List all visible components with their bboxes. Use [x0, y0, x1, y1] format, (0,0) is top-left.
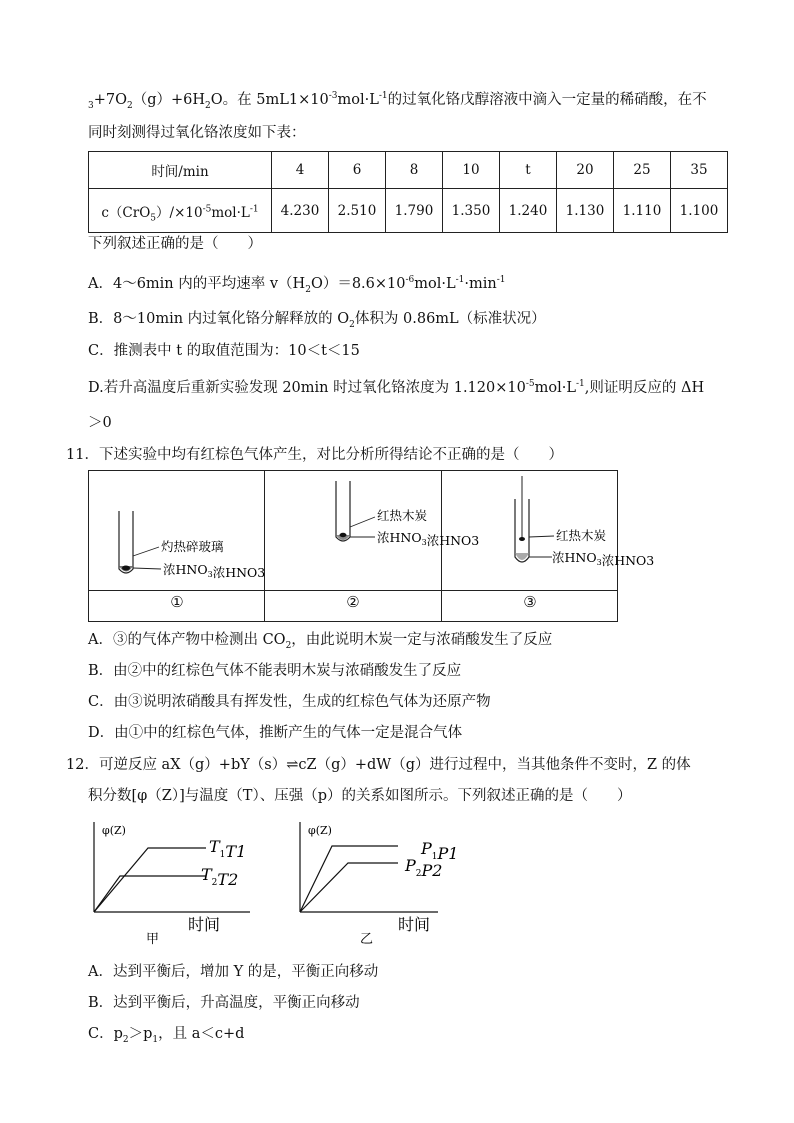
table-header-conc: $c(CrO_5)/\times 10^{-5}mol\cdot L^{-1}$: [89, 189, 272, 233]
graph-jia: [82, 818, 262, 948]
q10-option-d-cont: ＞0: [88, 415, 112, 431]
table-cell: 1.350: [443, 189, 500, 233]
label-p1: $P_1P1$: [421, 839, 459, 863]
apparatus-1-label-bottom: 浓$HNO_3$浓HNO3: [163, 562, 266, 580]
q12-stem-line-1: 12．可逆反应 aX（g）+bY（s）⇌cZ（g）+dW（g）进行过程中，当其他条件不变时，Z 的体: [66, 757, 691, 773]
table-cell: 1.110: [614, 189, 671, 233]
table-row: [89, 152, 728, 189]
q12-option-a: A．达到平衡后，增加 Y 的是，平衡正向移动: [88, 964, 379, 980]
table-cell: 1.240: [500, 189, 557, 233]
caption-1: ①: [170, 593, 184, 611]
intro-line-1: $_3+7O_2(g)+6H_2O$。在 $5mL1\times 10^{-3}mol\cdot L^{-1}$的过氧化铬戊醇溶液中滴入一定量的稀硝酸，在不: [88, 91, 707, 111]
q11-option-b: B．由②中的红棕色气体不能表明木炭与浓硝酸发生了反应: [88, 663, 462, 679]
table-cell: 4: [272, 152, 329, 189]
apparatus-3: [442, 471, 655, 590]
apparatus-3-label-bottom: 浓$HNO_3$浓HNO3: [552, 550, 655, 568]
q12-stem-line-2: 积分数[φ（Z）]与温度（T）、压强（p）的关系如图所示。下列叙述正确的是（ ）: [88, 788, 632, 804]
table-cell: 35: [671, 152, 728, 189]
graph-jia-ylabel: φ(Z): [102, 824, 126, 837]
apparatus-1: [89, 471, 264, 590]
apparatus-2-label-top: 红热木炭: [377, 508, 428, 523]
curve-t1: [94, 848, 206, 912]
apparatus-2-label-bottom: 浓$HNO_3$浓HNO3: [377, 530, 480, 548]
label-t2: $T_2T2$: [201, 865, 239, 889]
graph-jia-xlabel: 时间: [188, 915, 221, 934]
table-row: [89, 189, 728, 233]
table-header-time: 时间/min: [89, 152, 272, 189]
table-cell: 10: [443, 152, 500, 189]
table-cell: 2.510: [329, 189, 386, 233]
concentration-table: [88, 151, 728, 233]
q11-stem: 11．下述实验中均有红棕色气体产生，对比分析所得结论不正确的是（ ）: [66, 447, 563, 463]
q10-option-d: D.若升高温度后重新实验发现 20min 时过氧化铬浓度为 $1.120\times 10^{-5}mol\cdot L^{-1}$,则证明反应的 ΔH: [88, 379, 705, 396]
figure-divider: [89, 590, 617, 591]
q10-option-b: B．8～10min 内过氧化铬分解释放的 $O_2$体积为 0.86mL（标准状况）: [88, 311, 546, 330]
curve-p1: [300, 846, 398, 912]
table-cell: 25: [614, 152, 671, 189]
table-cell: 1.790: [386, 189, 443, 233]
q11-figure: [88, 470, 655, 622]
table-cell: t: [500, 152, 557, 189]
curve-p2: [300, 863, 398, 912]
label-p2: $P_2P2$: [405, 856, 443, 880]
table-cell: 1.130: [557, 189, 614, 233]
graph-yi-ylabel: φ(Z): [308, 824, 332, 837]
q10-prompt: 下列叙述正确的是（ ）: [88, 236, 262, 252]
table-cell: 6: [329, 152, 386, 189]
caption-3: ③: [523, 593, 537, 611]
table-cell: 8: [386, 152, 443, 189]
apparatus-1-label-top: 灼热碎玻璃: [161, 539, 224, 554]
q12-option-c: C．$p_2>p_1$，且 a＜c+d: [88, 1026, 245, 1045]
label-t1: $T_1T1$: [209, 837, 247, 861]
graph-yi-caption: 乙: [360, 932, 374, 947]
table-cell: 4.230: [272, 189, 329, 233]
apparatus-3-label-top: 红热木炭: [556, 528, 607, 543]
q11-option-c: C．由③说明浓硝酸具有挥发性，生成的红棕色气体为还原产物: [88, 694, 491, 710]
q11-option-d: D．由①中的红棕色气体，推断产生的气体一定是混合气体: [88, 725, 463, 741]
graph-jia-caption: 甲: [146, 932, 160, 947]
q10-option-a: A．4～6min 内的平均速率 $v(H_2O)=8.6\times 10^{-6}mol\cdot L^{-1}\cdot\min^{-1}$: [88, 275, 506, 295]
table-cell: 1.100: [671, 189, 728, 233]
apparatus-2: [265, 471, 480, 590]
q10-option-c: C．推测表中 t 的取值范围为：10＜t＜15: [88, 343, 360, 359]
q12-option-b: B．达到平衡后，升高温度，平衡正向移动: [88, 995, 360, 1011]
curve-t2: [94, 876, 206, 912]
table-cell: 20: [557, 152, 614, 189]
graph-yi: [288, 818, 468, 948]
intro-line-2: 同时刻测得过氧化铬浓度如下表：: [88, 125, 306, 141]
q11-option-a: A．③的气体产物中检测出 $CO_2$，由此说明木炭一定与浓硝酸发生了反应: [88, 632, 553, 651]
graph-yi-xlabel: 时间: [398, 915, 431, 934]
caption-2: ②: [346, 593, 360, 611]
